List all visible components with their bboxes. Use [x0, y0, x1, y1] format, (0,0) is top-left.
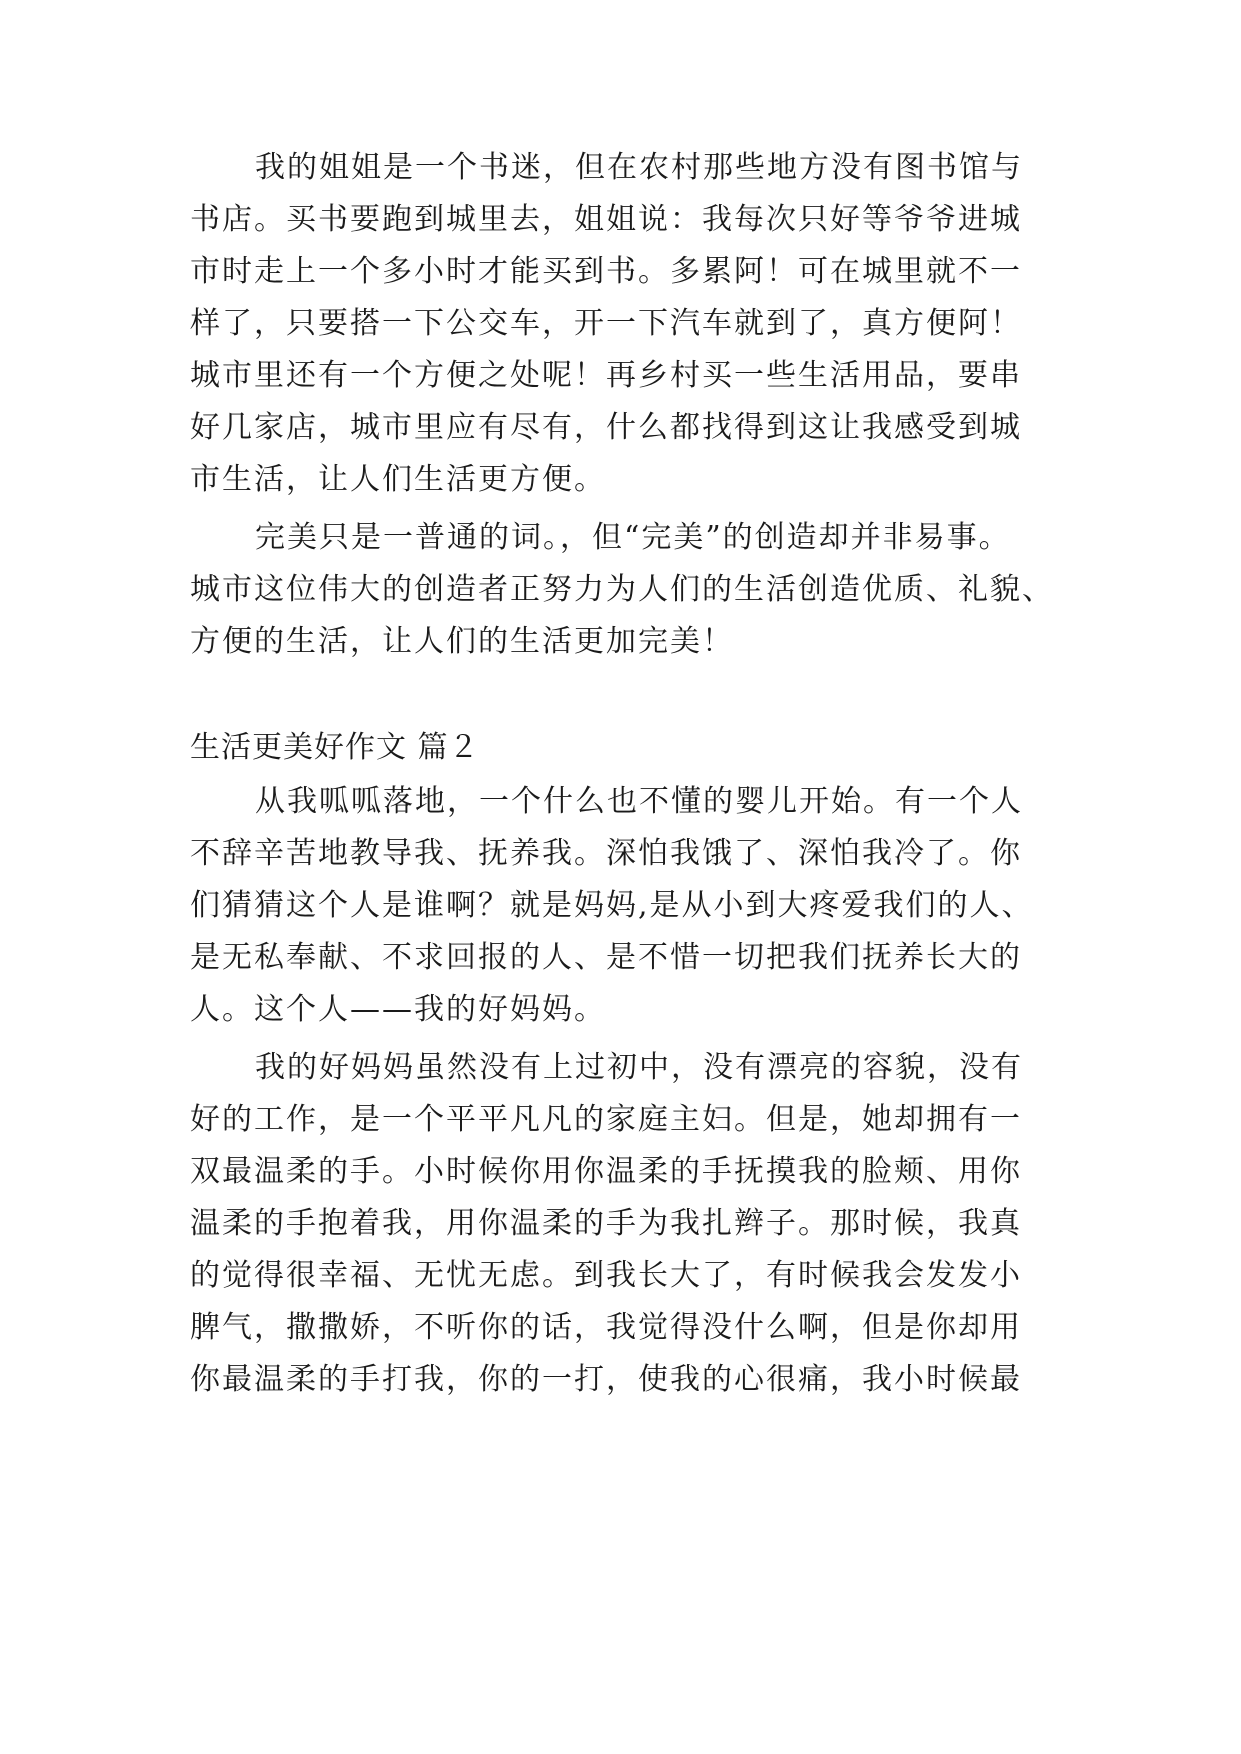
paragraph-line: 书店。买书要跑到城里去，姐姐说：我每次只好等爷爷进城	[190, 202, 1022, 237]
paragraph-line: 市时走上一个多小时才能买到书。多累阿！可在城里就不一	[190, 254, 1022, 289]
paragraph-line: 脾气，撒撒娇，不听你的话，我觉得没什么啊，但是你却用	[190, 1310, 1022, 1345]
paragraph-line: 双最温柔的手。小时候你用你温柔的手抚摸我的脸颊、用你	[190, 1154, 1022, 1189]
paragraph-line: 不辞辛苦地教导我、抚养我。深怕我饿了、深怕我冷了。你	[190, 836, 1022, 871]
paragraph-line: 们猜猜这个人是谁啊？就是妈妈,是从小到大疼爱我们的人、	[190, 888, 1034, 923]
paragraph-line: 你最温柔的手打我，你的一打，使我的心很痛，我小时候最	[190, 1362, 1022, 1397]
paragraph-line: 完美只是一普通的词。，但“完美”的创造却并非易事。	[255, 520, 1011, 555]
paragraph-line: 的觉得很幸福、无忧无虑。到我长大了，有时候我会发发小	[190, 1258, 1022, 1293]
section-heading: 生活更美好作文 篇２	[190, 730, 480, 765]
paragraph-line: 我的姐姐是一个书迷，但在农村那些地方没有图书馆与	[255, 150, 1023, 185]
paragraph-line: 市生活，让人们生活更方便。	[190, 462, 606, 497]
paragraph-line: 人。这个人——我的好妈妈。	[190, 992, 606, 1027]
paragraph-line: 温柔的手抱着我，用你温柔的手为我扎辫子。那时候，我真	[190, 1206, 1022, 1241]
paragraph-line: 好的工作，是一个平平凡凡的家庭主妇。但是，她却拥有一	[190, 1102, 1022, 1137]
paragraph-line: 好几家店，城市里应有尽有，什么都找得到这让我感受到城	[190, 410, 1022, 445]
paragraph-line: 方便的生活，让人们的生活更加完美！	[190, 624, 734, 659]
paragraph-line: 城市里还有一个方便之处呢！再乡村买一些生活用品，要串	[190, 358, 1022, 393]
paragraph-line: 样了，只要搭一下公交车，开一下汽车就到了，真方便阿！	[190, 306, 1022, 341]
paragraph-line: 我的好妈妈虽然没有上过初中，没有漂亮的容貌，没有	[255, 1050, 1023, 1085]
paragraph-line: 是无私奉献、不求回报的人、是不惜一切把我们抚养长大的	[190, 940, 1022, 975]
paragraph-line: 城市这位伟大的创造者正努力为人们的生活创造优质、礼貌、	[190, 572, 1054, 607]
paragraph-line: 从我呱呱落地，一个什么也不懂的婴儿开始。有一个人	[255, 784, 1023, 819]
